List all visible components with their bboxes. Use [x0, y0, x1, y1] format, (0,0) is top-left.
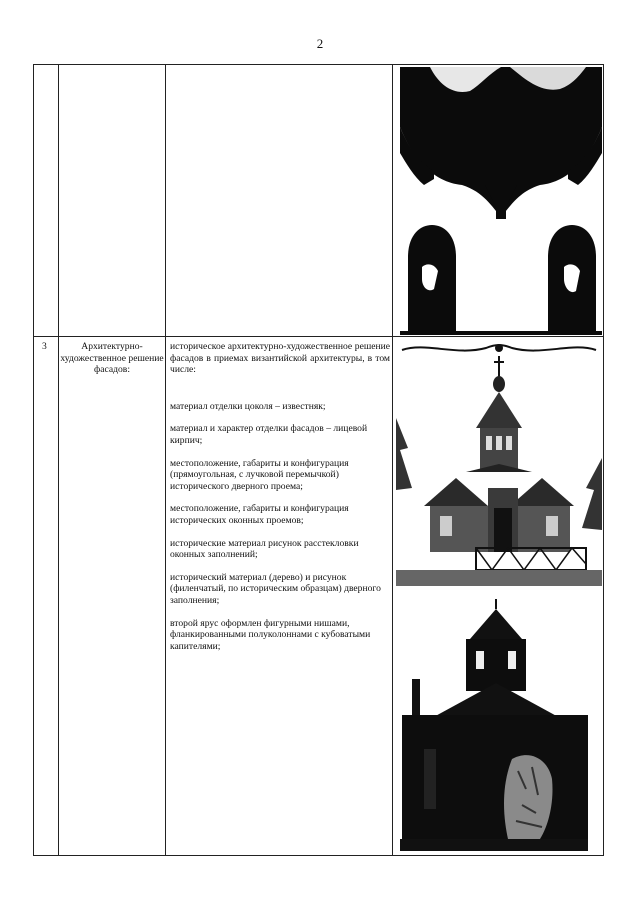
description-item: материал и характер отделки фасадов – лицевой кирпич;	[170, 423, 368, 446]
interior-vault-photo	[400, 67, 602, 335]
description-item: исторический материал (дерево) и рисунок (филенчатый, по историческим образцам) дверного заполнения;	[170, 571, 381, 606]
description-item: исторические материал рисунок расстекловки оконных заполнений;	[170, 537, 359, 561]
row-divider	[34, 336, 603, 337]
attributes-table	[33, 64, 604, 856]
description-item: местоположение, габариты и конфигурация (прямоугольная, с лучковой перемычкой) исторического дверного проема;	[170, 457, 349, 492]
row-description	[170, 341, 390, 663]
description-item: местоположение, габариты и конфигурация исторических оконных проемов;	[170, 503, 349, 526]
row-name: Архитектурно-художественное решение фасадов:	[60, 341, 164, 376]
church-exterior-engraving	[396, 338, 602, 586]
description-item: второй ярус оформлен фигурными нишами, фланкированными полуколоннами с кубоватыми капителями;	[170, 617, 371, 652]
church-ruin-photo	[400, 599, 588, 851]
column-divider	[392, 65, 393, 855]
column-divider	[58, 65, 59, 855]
description-item: материал отделки цоколя – известняк;	[170, 400, 326, 412]
row-number: 3	[42, 341, 47, 352]
column-divider	[165, 65, 166, 855]
description-intro: историческое архитектурно-художественное решение фасадов в приемах византийской архитектуры, в том числе:	[170, 341, 390, 376]
page-number: 2	[316, 36, 324, 51]
